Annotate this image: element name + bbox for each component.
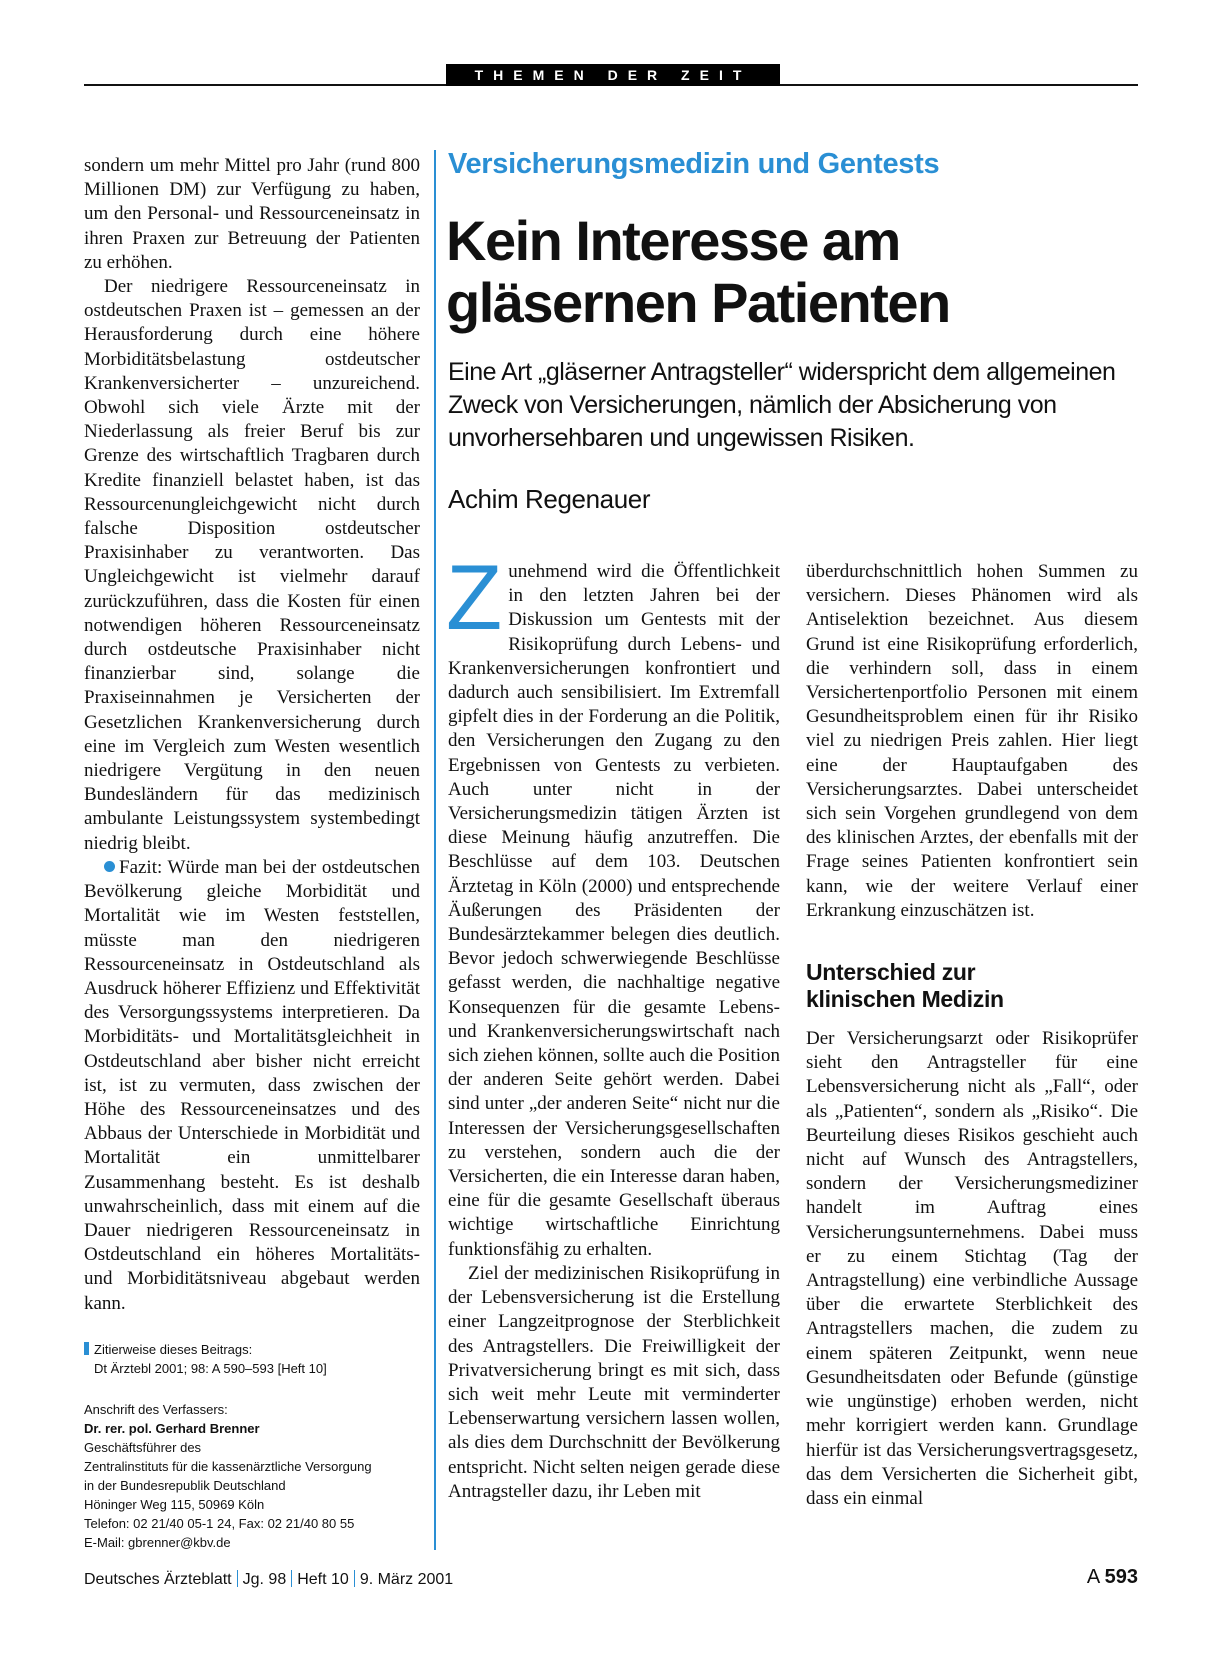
- citation-label: Zitierweise dieses Beitrags:: [94, 1341, 253, 1357]
- footer-volume: Jg. 98: [242, 1571, 287, 1588]
- subheading-line-1: Unterschied zur: [806, 959, 976, 986]
- headline-line-1: Kein Interesse am: [446, 209, 900, 272]
- page-number: [1087, 1566, 1138, 1589]
- address-institute-2: in der Bundesrepublik Deutschland: [84, 1477, 286, 1493]
- right-column: [806, 560, 1138, 1511]
- right-paragraph-2: Der Versicherungsarzt oder Risikoprüfer sieht den Antragsteller für eine Lebensversicherung nicht als „Fall“, oder als „Patienten“, sondern als „Risiko“. Die Beurteilung dieses Risikos geschieht auch nicht auf Wunsch des Antragstellers, sondern der Versicherungsmediziner handelt im Auftrag eines Versicherungsunternehmens. Dabei muss er zu einem Stichtag (Tag der Antragstellung) eine verbindliche Aussage über die erwartete Sterblichkeit des Antragstellers machen, die zudem zu einem späteren Zeitpunkt, wenn neue Gesundheitsdaten oder Befunde (günstige wie ungünstige) erhoben werden, nicht mehr korrigiert werden kann. Grundlage hierfür ist das Versicherungsvertragsgesetz, das dem Versicherten die Sicherheit gibt, dass ein einmal: [806, 1028, 1138, 1509]
- article-lead: Eine Art „gläserner Antragsteller“ widerspricht dem allgemeinen Zweck von Versicherungen, nämlich der Absicherung von unvorhersehbaren und ungewissen Risiken.: [448, 358, 1116, 452]
- address-role: Geschäftsführer des: [84, 1439, 202, 1455]
- headline-line-2: gläsernen Patienten: [446, 271, 950, 334]
- mid-paragraph-1-text: unehmend wird die Öffentlichkeit in den letzten Jahren bei der Diskussion um Gentests mit der Risikoprüfung durch Lebens- und Krankenversicherungen konfrontiert und dadurch auch sensibilisiert. Im Extremfall gipfelt dies in der Forderung an die Politik, den Versicherungen den Zugang zu den Ergebnissen von Gentests zu verbieten. Auch unter nicht in der Versicherungsmedizin tätigen Ärzten ist diese Meinung häufig anzutreffen. Die Beschlüsse auf dem 103. Deutschen Ärztetag in Köln (2000) und entsprechende Äußerungen des Präsidenten der Bundesärztekammer belegen dies deutlich. Bevor jedoch schwerwiegende Beschlüsse gefasst werden, die nachhaltige negative Konsequenzen für die gesamte Lebens- und Krankenversicherungswirtschaft nach sich ziehen können, sollte auch die Position der anderen Seite gehört werden. Dabei sind unter „der anderen Seite“ nicht nur die Interessen der Versicherungsgesellschaften zu verstehen, sondern auch die der Versicherten, die ein Interesse daran haben, eine für die gesamte Gesellschaft überaus wichtige wirtschaftliche Einrichtung funktionsfähig zu erhalten.: [448, 561, 780, 1260]
- fazit-paragraph: [84, 856, 420, 1316]
- page-prefix: A: [1086, 1566, 1100, 1588]
- footer-journal-info: [84, 1570, 453, 1589]
- address-email: E-Mail: gbrenner@kbv.de: [84, 1534, 231, 1550]
- left-paragraph-1: sondern um mehr Mittel pro Jahr (rund 800 Millionen DM) zur Verfügung zu haben, um den Personal- und Ressourceneinsatz in ihren Praxen zur Betreuung der Patienten zu erhöhen.: [84, 155, 420, 273]
- mid-paragraph-2: Ziel der medizinischen Risikoprüfung in der Lebensversicherung ist die Erstellung einer Langzeitprognose der Sterblichkeit des Antragstellers. Die Freiwilligkeit der Privatversicherung bringt es mit sich, dass sich weit mehr Leute mit verminderter Lebenserwartung versichern lassen wollen, als dies dem Durchschnitt der Bevölkerung entspricht. Nicht selten neigen gerade diese Antragsteller dazu, ihr Leben mit: [448, 1262, 780, 1502]
- page-footer: [84, 1566, 1138, 1596]
- address-phone: Telefon: 02 21/40 05-1 24, Fax: 02 21/40 80 55: [84, 1515, 355, 1531]
- right-paragraph-1: überdurchschnittlich hohen Summen zu versichern. Dieses Phänomen wird als Antiselektion bezeichnet. Aus diesem Grund ist eine Risikoprüfung erforderlich, die verhindern soll, dass in einem Versichertenportfolio Personen mit einem Gesundheitsproblem einen für ihr Risiko viel zu niedrigen Preis zahlen. Hier liegt eine der Hauptaufgaben des Versicherungsarztes. Dabei unterscheidet sich sein Vorgehen grundlegend von dem des klinischen Arztes, der ebenfalls mit der Frage seines Patienten konfrontiert sein kann, wie der weitere Verlauf einer Erkrankung einzuschätzen ist.: [806, 561, 1138, 921]
- left-paragraph-2: Der niedrigere Ressourceneinsatz in ostdeutschen Praxen ist – gemessen an der Herausforderung durch eine höhere Morbiditätsbelastung ostdeutscher Krankenversicherter – unzureichend. Obwohl sich viele Ärzte mit der Niederlassung als freier Beruf bis zur Grenze des wirtschaftlich Tragbaren durch Kredite finanziell belastet haben, ist das Ressourcenungleichgewicht nicht durch falsche Disposition ostdeutscher Praxisinhaber zu verantworten. Das Ungleichgewicht ist vielmehr darauf zurückzuführen, dass die Kosten für einen notwendigen höheren Ressourceneinsatz durch ostdeutsche Praxisinhaber nicht finanzierbar sind, solange die Praxiseinnahmen je Versicherten der Gesetzlichen Krankenversicherung durch eine im Vergleich zum Westen wesentlich niedrigere Vergütung in den neuen Bundesländern für das medizinisch ambulante Leistungssystem systembedingt niedrig bleibt.: [84, 276, 420, 854]
- section-label: THEMEN DER ZEIT: [446, 64, 780, 86]
- article-kicker: Versicherungsmedizin und Gentests: [448, 148, 940, 180]
- footer-separator: [291, 1570, 292, 1587]
- drop-cap: Z: [446, 547, 503, 649]
- address-name: Dr. rer. pol. Gerhard Brenner: [84, 1420, 260, 1436]
- address-label: Anschrift des Verfassers:: [84, 1401, 228, 1417]
- footer-separator: [354, 1570, 355, 1587]
- mid-paragraph-1: [446, 547, 780, 1262]
- fazit-text: Fazit: Würde man bei der ostdeutschen Bevölkerung gleiche Morbidität und Mortalität wie im Westen feststellen, müsste man den niedrigeren Ressourceneinsatz in Ostdeutschland als Ausdruck höherer Effizienz und Effektivität des Versorgungssystems interpretieren. Da Morbiditäts- und Mortalitätsgleichheit in Ostdeutschland aber bisher nicht erreicht ist, ist zu vermuten, dass zwischen der Höhe des Ressourceneinsatzes und des Abbaus der Unterschiede in Morbidität und Mortalität ein unmittelbarer Zusammenhang besteht. Es ist deshalb unwahrscheinlich, dass mit einem auf die Dauer niedrigeren Ressourceneinsatz in Ostdeutschland ein höheres Mortalitäts- und Morbiditätsniveau abgebaut werden kann.: [84, 856, 420, 1314]
- column-divider: [434, 150, 436, 1550]
- footer-issue: Heft 10: [297, 1571, 349, 1588]
- citation-marker-icon: [84, 1342, 89, 1355]
- citation-ref: Dt Ärztebl 2001; 98: A 590–593 [Heft 10]: [94, 1360, 327, 1376]
- footer-separator: [237, 1570, 238, 1587]
- bullet-dot-icon: [104, 861, 115, 872]
- middle-column: [446, 547, 780, 1504]
- article-headline: [446, 210, 1146, 334]
- left-column: [84, 154, 420, 1552]
- footer-journal: Deutsches Ärzteblatt: [84, 1571, 232, 1588]
- footer-date: 9. März 2001: [359, 1571, 454, 1588]
- article-author: Achim Regenauer: [448, 484, 651, 514]
- subheading: [806, 959, 1138, 1013]
- author-address: [84, 1400, 420, 1552]
- address-institute-1: Zentralinstituts für die kassenärztliche Versorgung: [84, 1458, 372, 1474]
- page-number-value: 593: [1104, 1566, 1138, 1588]
- subheading-line-2: klinischen Medizin: [806, 986, 1004, 1013]
- address-street: Höninger Weg 115, 50969 Köln: [84, 1496, 265, 1512]
- citation-block: [84, 1340, 420, 1378]
